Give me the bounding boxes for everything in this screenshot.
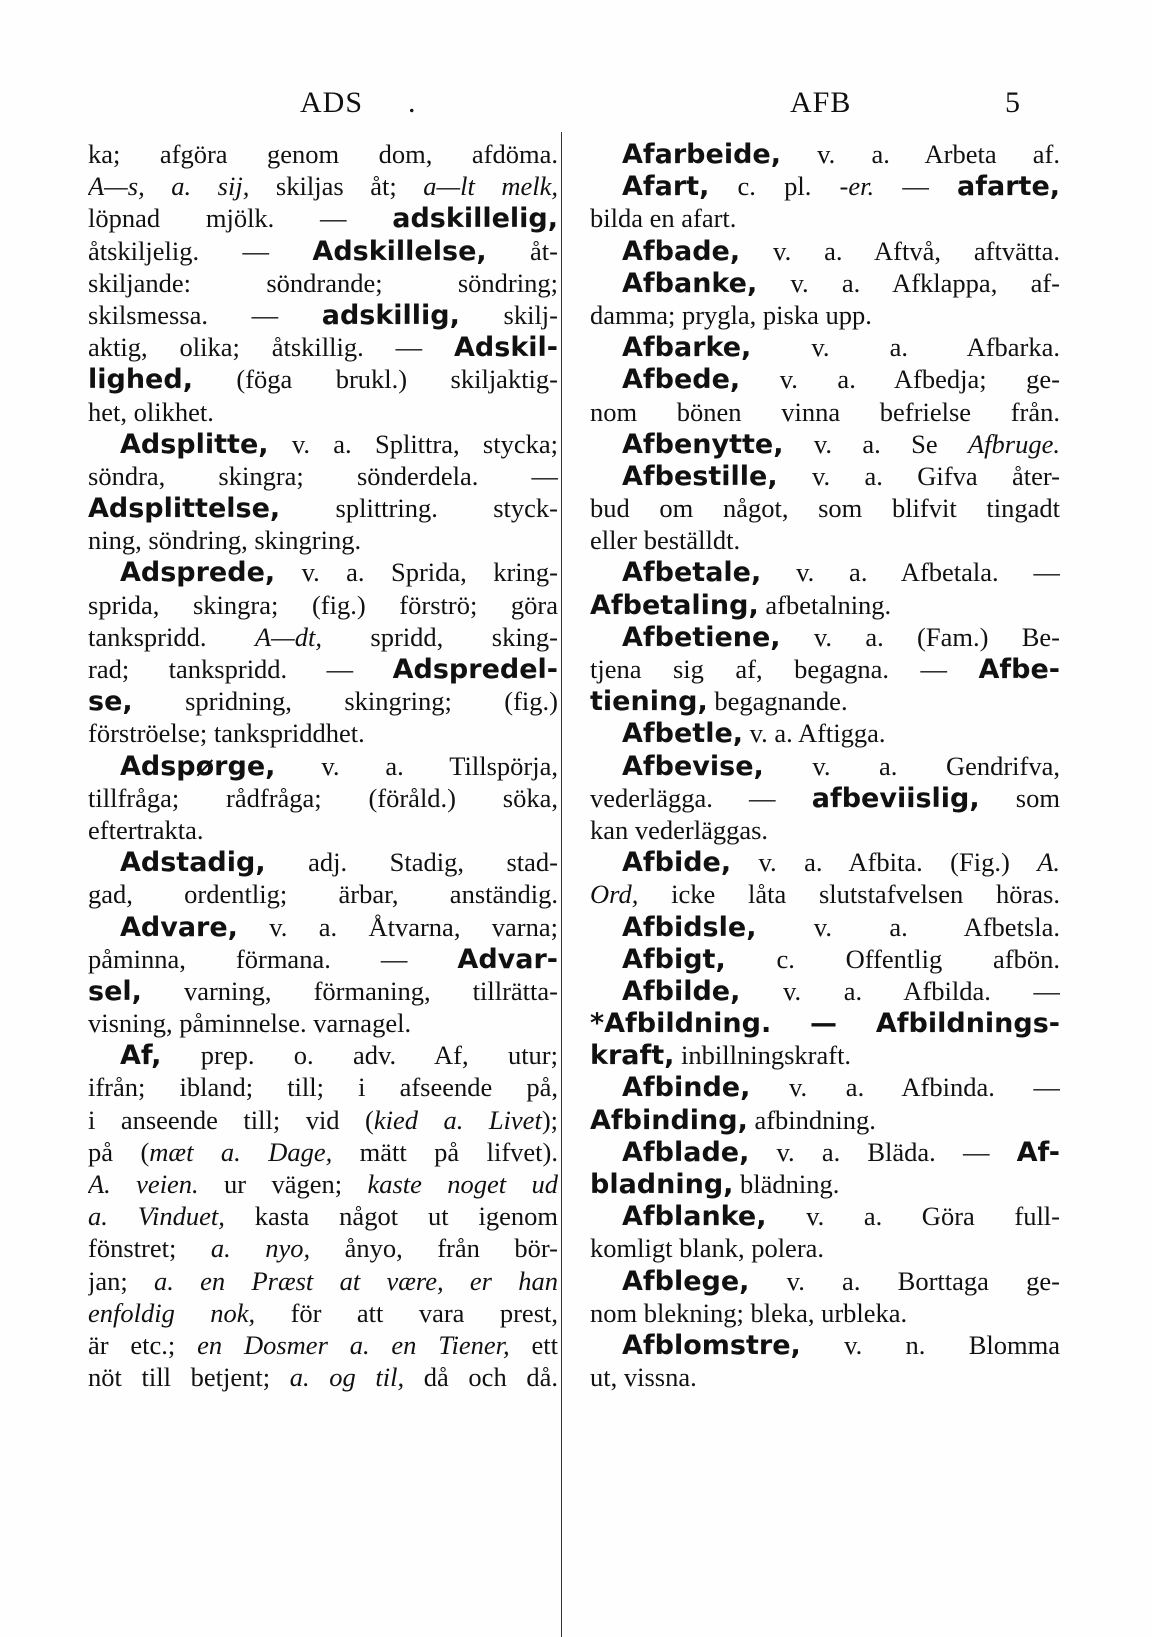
text-line — [590, 396, 1060, 428]
definition-text: icke låta slutstafvelsen höras. — [638, 879, 1060, 910]
headword: Afbide, — [622, 847, 732, 879]
headword: Afblege, — [622, 1265, 750, 1297]
italic-text: A—dt, — [254, 621, 322, 652]
text-line — [88, 331, 558, 363]
text-line — [590, 1071, 1060, 1103]
definition-text: v. a. Splittra, stycka; — [268, 428, 558, 459]
definition-text: varning, förmaning, tillrätta- — [141, 975, 558, 1006]
text-line — [590, 814, 1060, 846]
text-line — [590, 1361, 1060, 1393]
italic-text: kied a. Livet — [373, 1104, 542, 1135]
text-line — [88, 975, 558, 1007]
headword: Adsplitte, — [120, 428, 269, 460]
headword: Afbetaling, — [590, 589, 759, 621]
text-line — [88, 1039, 558, 1071]
definition-text: v. a. Afbetsla. — [756, 911, 1060, 942]
definition-text: förströelse; tankspriddhet. — [88, 718, 365, 749]
text-line — [590, 1007, 1060, 1039]
text-line — [88, 943, 558, 975]
definition-text: i anseende till; vid ( — [88, 1104, 374, 1135]
definition-text: prep. o. adv. Af, utur; — [161, 1040, 558, 1071]
text-line — [590, 363, 1060, 395]
definition-text: bilda en afart. — [590, 203, 737, 234]
text-line — [590, 1039, 1060, 1071]
definition-text: v. a. Se — [783, 428, 968, 459]
text-line — [88, 428, 558, 460]
italic-text: a. en Præst at være, er han — [154, 1265, 558, 1296]
italic-text: a. Vinduet, — [88, 1201, 225, 1232]
italic-text: -er. — [839, 171, 875, 202]
definition-text: v. a. Arbeta af. — [780, 139, 1060, 169]
definition-text: vederlägga. — — [590, 782, 812, 813]
italic-text: a—lt melk, — [423, 171, 558, 202]
text-line — [88, 717, 558, 749]
headword: bladning, — [590, 1169, 734, 1200]
definition-text: v. a. Åtvarna, varna; — [237, 911, 558, 942]
italic-text: Ord, — [590, 879, 639, 910]
italic-text: a. og til, — [289, 1362, 405, 1393]
definition-text: eller beställdt. — [590, 525, 741, 556]
definition-text: skilj- — [459, 299, 558, 330]
definition-text: mätt på lifvet). — [332, 1136, 558, 1167]
definition-text: löpnad mjölk. — — [88, 203, 393, 234]
headword: Adskil- — [454, 332, 558, 364]
headword: Afart, — [622, 171, 710, 203]
definition-text: nöt till betjent; — [88, 1362, 290, 1393]
text-line — [590, 492, 1060, 524]
headword: kraft, — [590, 1040, 675, 1072]
headword: afarte, — [957, 171, 1060, 203]
definition-text: tjena sig af, begagna. — — [590, 654, 979, 684]
headword: Afbade, — [622, 235, 741, 267]
definition-text: v. a. Afbedja; ge- — [740, 364, 1060, 395]
text-line — [590, 878, 1060, 910]
headword: Af, — [120, 1040, 162, 1072]
definition-text: aktig, olika; åtskillig. — — [88, 332, 455, 363]
definition-text: på ( — [88, 1136, 150, 1167]
text-line — [88, 1297, 558, 1329]
right-column — [590, 138, 1060, 1393]
text-line — [590, 267, 1060, 299]
running-header — [0, 86, 1152, 126]
text-line — [88, 492, 558, 524]
headword: Afbanke, — [622, 267, 758, 299]
headword: Afbetiene, — [622, 621, 781, 653]
text-line — [88, 299, 558, 331]
definition-text: v. a. Gifva åter- — [777, 460, 1060, 491]
text-line — [88, 267, 558, 299]
italic-text: Afbruge. — [968, 428, 1060, 459]
text-line — [88, 396, 558, 428]
italic-text: A—s, a. sij, — [88, 171, 250, 202]
definition-text: då och då. — [404, 1362, 558, 1393]
definition-text: söndra, skingra; sönderdela. — — [88, 460, 558, 491]
text-line — [88, 1007, 558, 1039]
text-line — [88, 911, 558, 943]
text-line — [590, 460, 1060, 492]
definition-text: spridning, skingring; (fig.) — [132, 686, 558, 717]
text-line — [590, 299, 1060, 331]
italic-text: A. — [1037, 847, 1060, 878]
text-line — [88, 202, 558, 234]
definition-text: ånyo, från bör- — [310, 1233, 558, 1264]
text-line — [88, 1200, 558, 1232]
headword: Afbigt, — [622, 943, 726, 975]
text-line — [590, 717, 1060, 749]
text-line — [590, 1232, 1060, 1264]
definition-text: v. a. Afbinda. — — [750, 1072, 1060, 1103]
text-line — [590, 428, 1060, 460]
definition-text: åtskiljelig. — — [88, 235, 313, 266]
headword: Afbinding, — [590, 1104, 748, 1136]
text-line — [590, 1297, 1060, 1329]
headword: Advare, — [120, 911, 238, 943]
header-right-guideword: AFB — [790, 86, 852, 119]
headword: Afbevise, — [622, 750, 764, 782]
text-line — [590, 685, 1060, 717]
text-line — [88, 685, 558, 717]
headword: Adsprede, — [120, 557, 276, 589]
definition-text: som — [979, 782, 1060, 813]
text-line — [590, 138, 1060, 170]
definition-text: v. n. Blomma — [800, 1329, 1060, 1360]
definition-text: skilsmessa. — — [88, 299, 322, 330]
left-column — [88, 138, 558, 1393]
definition-text: v. a. Borttaga ge- — [749, 1265, 1060, 1296]
headword: Adsplittelse, — [88, 493, 281, 525]
text-line — [590, 911, 1060, 943]
headword: *Afbildning. — Afbildnings- — [590, 1008, 1060, 1040]
text-line — [590, 1104, 1060, 1136]
text-line — [88, 782, 558, 814]
text-line — [88, 460, 558, 492]
definition-text: kasta något ut igenom — [224, 1201, 558, 1232]
text-line — [88, 621, 558, 653]
text-line — [590, 1136, 1060, 1168]
definition-text: begagnande. — [707, 686, 848, 717]
definition-text: skiljas åt; — [249, 171, 424, 202]
text-line — [590, 1265, 1060, 1297]
definition-text: c. Offentlig afbön. — [725, 943, 1060, 974]
definition-text: ning, söndring, skingring. — [88, 525, 362, 556]
headword: afbeviislig, — [811, 782, 980, 814]
definition-text: adj. Stadig, stad- — [265, 847, 558, 878]
text-line — [88, 1071, 558, 1103]
definition-text: tillfråga; rådfråga; (föråld.) söka, — [88, 782, 558, 813]
text-line — [590, 846, 1060, 878]
text-line — [590, 653, 1060, 685]
italic-text: a. nyo, — [210, 1233, 311, 1264]
definition-text: blädning. — [733, 1169, 840, 1199]
headword: Afblomstre, — [622, 1329, 801, 1361]
definition-text: c. pl. — [709, 171, 840, 202]
text-line — [88, 235, 558, 267]
definition-text: nom bönen vinna befrielse från. — [590, 396, 1060, 427]
headword: Afbinde, — [622, 1072, 751, 1104]
text-line — [590, 556, 1060, 588]
text-line — [88, 653, 558, 685]
headword: sel, — [88, 975, 142, 1007]
definition-text: v. a. Aftvå, aftvätta. — [740, 235, 1060, 266]
header-left-guideword: ADS — [300, 86, 364, 119]
headword: Afarbeide, — [622, 139, 781, 170]
headword: Afblanke, — [622, 1201, 767, 1233]
definition-text: v. a. Afbita. (Fig.) — [731, 847, 1038, 878]
definition-text: het, olikhet. — [88, 396, 214, 427]
definition-text: spridd, sking- — [321, 621, 558, 652]
text-line — [88, 589, 558, 621]
definition-text: rad; tankspridd. — — [88, 654, 393, 684]
text-line — [88, 878, 558, 910]
headword: Afbarke, — [622, 332, 752, 364]
headword: adskillelig, — [392, 203, 558, 235]
headword: Adskillelse, — [312, 235, 487, 267]
headword: Afblade, — [622, 1136, 750, 1168]
definition-text: v. a. Afbetala. — — [761, 557, 1060, 588]
definition-text: eftertrakta. — [88, 814, 204, 845]
definition-text: gad, ordentlig; ärbar, anständig. — [88, 879, 558, 910]
text-line — [590, 235, 1060, 267]
definition-text: damma; prygla, piska upp. — [590, 299, 872, 330]
definition-text: kan vederläggas. — [590, 814, 769, 845]
text-line — [88, 1361, 558, 1393]
headword: Adspredel- — [392, 654, 558, 685]
definition-text: afbindning. — [747, 1104, 876, 1135]
headword: Afbenytte, — [622, 428, 784, 460]
definition-text: — — [874, 171, 958, 202]
headword: Afbilde, — [622, 975, 741, 1007]
definition-text: fönstret; — [88, 1233, 211, 1264]
italic-text: en Dosmer a. en Tiener, — [197, 1329, 510, 1360]
definition-text: v. a. Gendrifva, — [763, 750, 1060, 781]
text-line — [88, 846, 558, 878]
headword: Afbetle, — [622, 718, 744, 750]
definition-text: v. a. Tillspörja, — [275, 750, 558, 781]
definition-text: v. a. Afbilda. — — [740, 975, 1060, 1006]
headword: lighed, — [88, 364, 193, 396]
definition-text: för att vara prest, — [255, 1297, 558, 1328]
headword: Afbetale, — [622, 557, 762, 589]
definition-text: ut, vissna. — [590, 1362, 697, 1393]
text-line — [590, 331, 1060, 363]
italic-text: mæt a. Dage, — [149, 1136, 333, 1167]
definition-text: v. a. Göra full- — [766, 1201, 1060, 1232]
definition-text: ett — [509, 1329, 558, 1360]
headword: Afbestille, — [622, 460, 778, 492]
definition-text: (föga brukl.) skiljaktig- — [192, 364, 558, 395]
definition-text: bud om något, som blifvit tingadt — [590, 493, 1060, 524]
headword: Advar- — [457, 943, 558, 975]
definition-text: v. a. Sprida, kring- — [275, 557, 558, 588]
text-line — [88, 363, 558, 395]
definition-text: splittring. styck- — [280, 493, 558, 524]
text-line — [88, 1168, 558, 1200]
text-line — [590, 750, 1060, 782]
definition-text: v. a. Afbarka. — [751, 332, 1060, 363]
headword: Afbe- — [978, 654, 1060, 685]
text-line — [88, 1329, 558, 1361]
headword: Adspørge, — [120, 750, 276, 782]
definition-text: v. a. Aftigga. — [743, 718, 886, 749]
text-line — [88, 750, 558, 782]
text-line — [590, 1329, 1060, 1361]
definition-text: komligt blank, polera. — [590, 1233, 825, 1264]
text-line — [590, 975, 1060, 1007]
headword: Af- — [1016, 1136, 1060, 1168]
definition-text: är etc.; — [88, 1329, 198, 1360]
definition-text: nom blekning; bleka, urbleka. — [590, 1297, 908, 1328]
text-line — [88, 814, 558, 846]
definition-text: v. a. Afklappa, af- — [757, 267, 1060, 298]
text-line — [88, 1136, 558, 1168]
definition-text: jan; — [88, 1265, 155, 1296]
definition-text: v. a. (Fam.) Be- — [780, 621, 1060, 652]
text-line — [590, 589, 1060, 621]
headword: Afbidsle, — [622, 911, 757, 943]
headword: adskillig, — [321, 299, 460, 331]
text-line — [88, 556, 558, 588]
text-line — [88, 1232, 558, 1264]
header-dot: . — [408, 86, 417, 119]
page-number: 5 — [1005, 86, 1021, 119]
text-line — [590, 621, 1060, 653]
italic-text: enfoldig nok, — [88, 1297, 256, 1328]
definition-text: visning, påminnelse. varnagel. — [88, 1008, 412, 1039]
headword: tiening, — [590, 686, 708, 718]
definition-text: ka; afgöra genom dom, afdöma. — [88, 139, 558, 169]
text-line — [88, 138, 558, 170]
definition-text: tankspridd. — [88, 621, 255, 652]
text-line — [590, 1168, 1060, 1200]
definition-text: ); — [541, 1104, 558, 1135]
definition-text: påminna, förmana. — — [88, 943, 458, 974]
text-line — [88, 170, 558, 202]
definition-text: ur vägen; — [198, 1169, 368, 1199]
text-line — [590, 1200, 1060, 1232]
text-line — [88, 1104, 558, 1136]
text-line — [88, 524, 558, 556]
italic-text: kaste noget ud — [367, 1169, 558, 1199]
column-divider — [561, 132, 562, 1637]
definition-text: inbillningskraft. — [674, 1040, 852, 1071]
definition-text: åt- — [486, 235, 558, 266]
text-line — [590, 202, 1060, 234]
text-line — [590, 524, 1060, 556]
definition-text: skiljande: söndrande; söndring; — [88, 267, 558, 298]
text-line — [590, 782, 1060, 814]
headword: se, — [88, 686, 133, 718]
definition-text: afbetalning. — [758, 589, 892, 620]
text-line — [590, 170, 1060, 202]
definition-text: sprida, skingra; (fig.) förströ; göra — [88, 589, 558, 620]
text-line — [88, 1265, 558, 1297]
italic-text: A. veien. — [88, 1169, 199, 1199]
text-line — [590, 943, 1060, 975]
definition-text: ifrån; ibland; till; i afseende på, — [88, 1072, 558, 1103]
definition-text: v. a. Bläda. — — [749, 1136, 1017, 1167]
headword: Adstadig, — [120, 847, 266, 879]
headword: Afbede, — [622, 364, 741, 396]
